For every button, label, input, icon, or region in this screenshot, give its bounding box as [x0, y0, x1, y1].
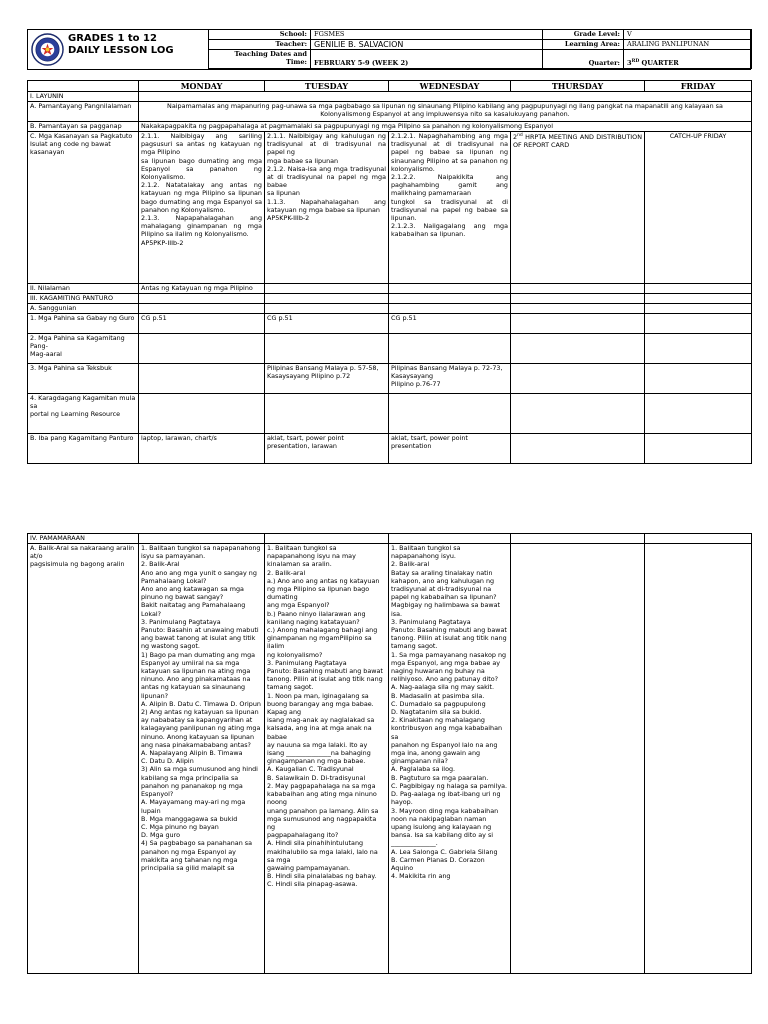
hrpta-text: HRPTA MEETING AND DISTRIBUTION OF REPORT CARD: [513, 133, 642, 150]
blank-cell: [511, 534, 645, 544]
blank-cell: [645, 294, 752, 304]
day-friday: FRIDAY: [645, 81, 752, 92]
pamamaraan-label: IV. PAMAMARAAN: [28, 534, 139, 544]
blank-cell: [265, 334, 389, 364]
pagganap-text: Nakakapagpakita ng pagpapahalaga at pagmamalaki sa pagpupunyagi ng mga Pilipino sa panahon ng kolonyalismong Espanyol: [139, 122, 752, 132]
quarter-label: Quarter:: [543, 50, 624, 69]
nilalaman-label: II. Nilalaman: [28, 284, 139, 294]
pamamaraan-wednesday: 1. Balitaan tungkol sa napapanahong isyu. 2. Balik-aral Batay sa araling tinalakay natin kahapon, ano ang kahulugan ng tradisyunal at di-tradisyunal na papel ng kababaihan sa lipunan? Magbigay ng halimbawa sa bawat isa. 3. Panimulang Pagtataya Panuto: Basahing mabuti ang bawat tanong. Piliin at isulat ang titik nang tamang sagot. 1. Sa mga pamayanang nasakop ng mga Espanyol, ang mga babae ay naging huwaran ng buhay na relihiyoso. Ano ang patunay dito? A. Nag-aalaga sila ng may sakit. B. Madasalin at pasimba sila. C. Dumadalo sa pagpupulong D. Nagtatanim sila sa bukid. 2. Kinakitaan ng mahalagang kontribusyon ang mga kababaihan sa panahon ng Espanyol lalo na ang mga ina, anong gawain ang ginampanan nila? A. Paglalaba sa ilog. B. Pagtuturo sa mga paaralan. C. Pagbibigay ng halaga sa pamilya. D. Pag-aalaga ng ibat-ibang uri ng hayop. 3. Mayroon ding mga kababaihan noon na nakipaglaban naman upang isulong ang kalayaan ng bansa. Isa sa kabilang dito ay si ______________. A. Lea Salonga C. Gabriela Silang B. Carmen Planas D. Corazon Aquino 4. Makikita rin ang: [389, 544, 511, 974]
iba-tuesday: aklat, tsart, power point presentation, larawan: [265, 434, 389, 464]
grade-level-label: Grade Level:: [543, 30, 624, 40]
gabay-monday: CG p.51: [139, 314, 265, 334]
pamamaraan-monday: 1. Balitaan tungkol sa napapanahong isyu sa pamayanan. 2. Balik-Aral Ano ano ang mga yunit o sangay ng Pamahalaang Lokal? Ano ano ang katawagan sa mga pinuno ng bawat sangay? Bakit naitatag ang Pamahalaang Lokal? 3. Panimulang Pagtataya Panuto: Basahin at unawaing mabuti ang bawat tanong at isulat ang titik ng wastong sagot. 1) Bago pa man dumating ang mga Espanyol ay umiiral na sa mga katayuan sa lipunan na ating mga ninuno. Ano ang pinakamataas na antas ng katayuan sa sinaunang lipunan? A. Alipin B. Datu C. Timawa D. Oripun 2) Ang antas ng katayuan sa lipunan ay nababatay sa kapangyarihan at kalagayang panlipunan ng ating mga ninuno. Anong katayuan sa lipunan ang nasa pinakamababang antas? A. Napalayang Alipin B. Timawa C. Datu D. Alipin 3) Alin sa mga sumusunod ang hindi kabilang sa mga principalia sa panahon ng pananakop ng mga Espanyol? A. Mayayamang may-ari ng mga lupain B. Mga manggagawa sa bukid C. Mga pinuno ng bayan D. Mga guro 4) Sa pagbabago sa panahanan sa panahon ng mga Espanyol ay makikita ang tahanan ng mga principalia sa gilid malapit sa: [139, 544, 265, 974]
blank-cell: [389, 294, 511, 304]
day-thursday: THURSDAY: [511, 81, 645, 92]
blank-cell: [265, 394, 389, 434]
blank-cell: [511, 334, 645, 364]
kasanayan-monday: 2.1.1. Naibibigay ang sariling pagsusuri sa antas ng katayuan ng mga Pilipino sa lipunan bago dumating ang mga Espanyol sa panahon ng Kolonyalismo. 2.1.2. Natatalakay ang antas ng katayuan ng mga Pilipino sa lipunan bago dumating ang mga Espanyol sa panahon ng Kolonyalismo. 2.1.3. Napapahalagahan ang mahalagang ginampanan ng mga Pilipino sa ilalim ng Kolonyalismo. AP5PKP-IIIb-2: [139, 132, 265, 284]
blank-cell: [511, 314, 645, 334]
blank-header-cell: [28, 81, 139, 92]
teacher-label: Teacher:: [209, 40, 311, 50]
blank-cell: [139, 364, 265, 394]
lesson-table-pamamaraan: [27, 533, 752, 974]
blank-cell: [139, 294, 265, 304]
lesson-table-top: [27, 80, 752, 464]
gabay-wednesday: CG p.51: [389, 314, 511, 334]
pamantayang-text: Naipamamalas ang mapanuring pag-unawa sa mga pagbabago sa lipunan ng sinaunang Pilipino kabilang ang pagpupunyagi ng ilang pangkat na mapanatili ang kalayaan sa Kolonyalismong Espanyol at ang impluwensya nito sa kasalukuyang panahon.: [139, 102, 752, 122]
title-grades: GRADES 1 to 12: [68, 33, 157, 44]
blank-cell: [511, 304, 645, 314]
layunin-blank: [139, 92, 752, 102]
kasanayan-friday: CATCH-UP FRIDAY: [645, 132, 752, 284]
day-tuesday: TUESDAY: [265, 81, 389, 92]
blank-cell: [265, 284, 389, 294]
blank-cell: [511, 434, 645, 464]
blank-cell: [389, 394, 511, 434]
blank-cell: [511, 394, 645, 434]
quarter-word: QUARTER: [639, 59, 679, 67]
title-daily-lesson-log: DAILY LESSON LOG: [68, 45, 174, 56]
blank-cell: [645, 314, 752, 334]
blank-cell: [645, 544, 752, 974]
pagganap-label: B. Pamantayan sa pagganap: [28, 122, 139, 132]
blank-cell: [645, 284, 752, 294]
teaching-dates-value: FEBRUARY 5-9 (WEEK 2): [311, 50, 543, 69]
iba-wednesday: aklat, tsart, power point presentation: [389, 434, 511, 464]
blank-cell: [139, 304, 265, 314]
blank-cell: [265, 534, 389, 544]
kasanayan-tuesday: 2.1.1. Naibibigay ang kahulugan ng tradisyunal at di tradisyunal na papel ng mga babae sa lipunan 2.1.2. Naisa-isa ang mga tradisyunal at di tradisyunal na papel ng mga babae sa lipunan 1.1.3. Napahahalagahan ang katayuan ng mga babae sa lipunan AP5KPK-IIIb-2: [265, 132, 389, 284]
nilalaman-text: Antas ng Katayuan ng mga Pilipino: [139, 284, 265, 294]
learning-area-label: Learning Area:: [543, 40, 624, 50]
teacher-value: GENILIE B. SALVACION: [311, 40, 543, 50]
blank-cell: [265, 304, 389, 314]
teaching-dates-label: Teaching Dates and Time:: [209, 50, 311, 69]
school-info-table: [208, 29, 752, 69]
hrpta-number: 2: [513, 133, 518, 142]
blank-cell: [645, 394, 752, 434]
blank-cell: [645, 534, 752, 544]
log-title: [68, 33, 174, 57]
school-value: FGSMES: [311, 30, 543, 40]
blank-cell: [389, 284, 511, 294]
sanggunian-label: A. Sanggunian: [28, 304, 139, 314]
pamamaraan-tuesday: 1. Balitaan tungkol sa napapanahong isyu na may kinalaman sa aralin. 2. Balik-aral a.) Ano ano ang antas ng katayuan ng mga Pilipino sa lipunan bago dumating ang mga Espanyol? b.) Paano ninyo ilalarawan ang kanilang naging katatayuan? c.) Anong mahalagang bahagi ang ginampanan ng mgamPilipino sa ilalim ng kolonyalismo? 3. Panimulang Pagtataya Panuto: Basahing mabuti ang bawat tanong. Piliin at isulat ang titik nang tamang sagot. 1. Noon pa man, iginagalang sa buong barangay ang mga babae. Kapag ang isang mag-anak ay naglalakad sa kalsada, ang ina at mga anak na babae ay nauuna sa mga lalaki. Ito ay isang ______________na bahaging ginagampanan ng mga babae. A. Kaugalian C. Tradisyunal B. Salawikain D. Di-tradisyunal 2. May pagpapahalaga na sa mga kababaihan ang ating mga ninuno noong unang panahon pa lamang. Alin sa mga sumusunod ang nagpapakita ng pagpapahalagang ito? A. Hindi sila pinahihintulutang makihalubilo sa mga lalaki, lalo na sa mga gawaing pampamayanan. B. Hindi sila pinalalabas ng bahay. C. Hindi sila pinapag-asawa.: [265, 544, 389, 974]
quarter-suffix: RD: [631, 58, 640, 64]
days-header-row: [28, 81, 752, 92]
teksbuk-wednesday: Pilipinas Bansang Malaya p. 72-73, Kasaysayang Pilipino p.76-77: [389, 364, 511, 394]
karagdagang-label: 4. Karagdagang Kagamitan mula sa portal ng Learning Resource: [28, 394, 139, 434]
school-label: School:: [209, 30, 311, 40]
kasanayan-wednesday: 2.1.2.1. Napaghahambing ang mga tradisyunal at di tradisyunal na papel ng babae sa lipunan ng sinaunang Pilipino at sa panahon ng kolonyalismo. 2.1.2.2. Naipakikita ang paghahambing gamit ang malikhaing pamamaraan tungkol sa tradisyunal at di tradisyunal na papel ng babae sa lipunan. 2.1.2.3. Naiigagalang ang mga kababaihan sa lipunan.: [389, 132, 511, 284]
blank-cell: [511, 294, 645, 304]
hrpta-suffix: nd: [517, 133, 523, 138]
day-monday: MONDAY: [139, 81, 265, 92]
blank-cell: [645, 304, 752, 314]
blank-cell: [139, 534, 265, 544]
blank-cell: [139, 394, 265, 434]
day-wednesday: WEDNESDAY: [389, 81, 511, 92]
blank-cell: [511, 544, 645, 974]
gabay-tuesday: CG p.51: [265, 314, 389, 334]
blank-cell: [511, 284, 645, 294]
blank-cell: [645, 434, 752, 464]
blank-cell: [265, 294, 389, 304]
blank-cell: [645, 334, 752, 364]
learning-area-value: ARALING PANLIPUNAN: [624, 40, 752, 50]
quarter-number: 3: [627, 59, 632, 67]
kagamitan-label: III. KAGAMITING PANTURO: [28, 294, 139, 304]
kagamitang-label: 2. Mga Pahina sa Kagamitang Pang- Mag-aaral: [28, 334, 139, 364]
iba-label: B. Iba pang Kagamitang Panturo: [28, 434, 139, 464]
pamantayang-label: A. Pamantayang Pangnilalaman: [28, 102, 139, 122]
balik-aral-label: A. Balik-Aral sa nakaraang aralin at/o pagsisimula ng bagong aralin: [28, 544, 139, 974]
teksbuk-label: 3. Mga Pahina sa Teksbuk: [28, 364, 139, 394]
section-layunin: I. LAYUNIN: [28, 92, 139, 102]
blank-cell: [645, 364, 752, 394]
kasanayan-thursday: [511, 132, 645, 284]
blank-cell: [389, 534, 511, 544]
grade-level-value: V: [624, 30, 752, 40]
blank-cell: [139, 334, 265, 364]
iba-monday: laptop, larawan, chart/s: [139, 434, 265, 464]
blank-cell: [511, 364, 645, 394]
blank-cell: [389, 334, 511, 364]
quarter-value: [624, 50, 752, 69]
gabay-label: 1. Mga Pahina sa Gabay ng Guro: [28, 314, 139, 334]
teksbuk-tuesday: Pilipinas Bansang Malaya p. 57-58, Kasaysayang Pilipino p.72: [265, 364, 389, 394]
deped-seal-icon: [31, 33, 64, 66]
blank-cell: [389, 304, 511, 314]
kasanayan-label: C. Mga Kasanayan sa Pagkatuto Isulat ang code ng bawat kasanayan: [28, 132, 139, 284]
